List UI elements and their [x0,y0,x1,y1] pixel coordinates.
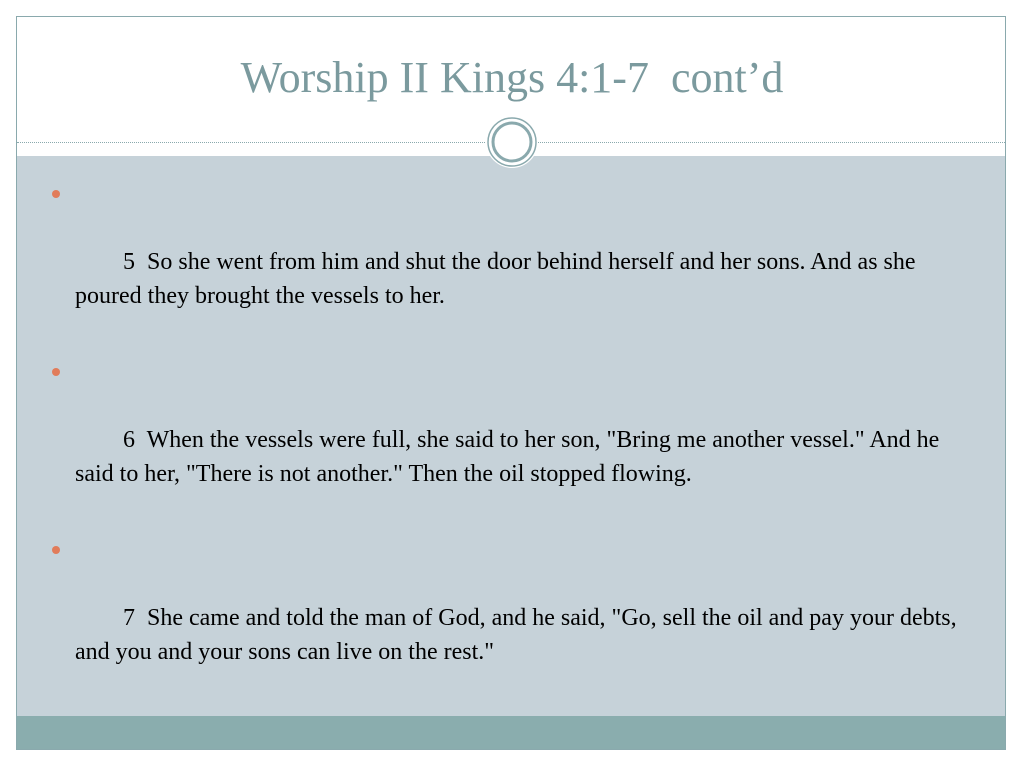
bullet-text: 7 She came and told the man of God, and he said, "Go, sell the oil and pay your debts, and you and your sons can live on the rest." [75,605,963,665]
bullet-text: 6 When the vessels were full, she said to her son, "Bring me another vessel." And he said to her, "There is not another." Then the oil stopped flowing. [75,427,946,487]
bullet-item [47,533,982,703]
slide-title: Worship II Kings 4:1-7 cont’d [240,53,784,102]
round-bullet-icon [52,368,60,376]
double-ring-ornament-icon [485,115,539,169]
round-bullet-icon [52,190,60,198]
bullet-list [47,177,982,711]
bullet-item [47,355,982,525]
bullet-text: 5 So she went from him and shut the door behind herself and her sons. And as she poured they brought the vessels to her. [75,249,922,309]
slide-frame [16,16,1006,750]
footer-bar [17,716,1006,750]
bullet-item [47,177,982,347]
round-bullet-icon [52,546,60,554]
